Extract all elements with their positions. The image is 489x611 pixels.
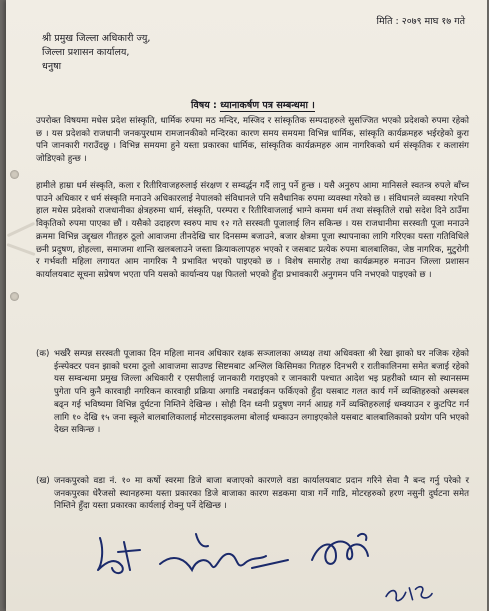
- punch-hole: [10, 170, 19, 179]
- list-item: [36, 348, 469, 437]
- subject-line: [191, 98, 315, 111]
- recipient-address: [42, 32, 150, 74]
- recipient-line: धनुषा: [42, 61, 62, 72]
- handwritten-mark: [383, 579, 435, 609]
- signature: [156, 530, 296, 584]
- document-page: [6, 0, 487, 611]
- list-item-marker: (क): [36, 349, 50, 359]
- list-item-text: जनकपुरको वडा नं. १० मा कर्षो स्वरमा डिजे बाजा बजाएको कारणले वडा कार्यालयबाट प्रदान गरिने सेवा नै बन्द गर्नु परेको र जनकपुरका धेरैजसो स्थानहरुमा यस्ता प्रकारका डिजे बाजाका कारण सडकमा यात्रा गर्ने गाडि, मोटरहरुको हरण नसुनी दुर्घटना समेत निम्तिने हुँदा यस्ता प्रकारका कार्यलाई रोक्नु पर्ने देखिन्छ ।: [54, 476, 469, 512]
- recipient-line: जिल्ला प्रशासन कार्यालय,: [42, 47, 130, 58]
- subject-label: विषय :: [191, 100, 217, 111]
- subject-text: ध्यानाकर्षण पत्र सम्बन्धमा ।: [220, 100, 315, 111]
- list-item: [36, 475, 469, 513]
- file-tag-string: [6, 243, 35, 256]
- body-paragraph: हामीले हाम्रा धर्म संस्कृति, कला र रितीरिवाजहरुलाई संरक्षण र सम्वर्द्धन गर्दै लानु पर्ने हुन्छ । यसै अनुरुप आमा मानिसले स्वतन्त्र रुपले बाँच्न पाउने अधिकार र धर्म संस्कृति मनाउने अधिकारलाई नेपालको संविधानले पनि सवैधानिक रुपमा व्यवस्था गरेको छ । संविधानले व्यवस्था गरेपनि हाल मधेस प्रदेशको राजधानीका क्षेत्रहरुमा धार्म, संस्कृति, परम्परा र रितीरिवाजलाई भाग्ने कममा धर्म तथा संस्कृतिले राम्रो सदेश दिने ठाउँमा विकृतिको रुपमा पाएका छौं । यसैको उदाहरण स्वरुप माघ १२ गते सरस्वती पूजालाई लिन सकिन्छ । यस राजधानीमा सरस्वती पूजा मनाउने क्रममा विभिन्न उद्दृखल गीतहरु ठूलो आवाजमा तीनदेखि चार दिनसम्म बजाउने, बजार क्षेत्रमा पूजा स्थापनाका लागि गरिएका यस्ता गतिविधिले छनी प्रदुषण, होहल्ला, समाजमा शान्ति खलबलाउने जस्ता क्रियाकलापहरु भएको र जसबाट प्रत्येक रुपमा बालबालिका, जेष्ठ नागरिक, मुटुरोगी र गर्भवती महिला लगायत आम नागरिक नै प्रभावित भएको पाइएको छ । विशेष समारोह तथा कार्यक्रमहरु मनाउन जिल्ला प्रशासन कार्यालयबाट सूचना सप्रेषण भएता पनि यसको कार्यान्वय पक्ष फितलो भएको हुँदा प्रभावकारी अनुगमन पनि नभएको पाइएको छ ।: [36, 181, 469, 280]
- punch-hole: [10, 292, 19, 301]
- signature: [306, 530, 386, 584]
- file-tag-string: [7, 222, 35, 237]
- list-item-text: भर्खरै सम्पन्न सरस्वती पूजाका दिन महिला मानव अधिकार रक्षक सञ्जालका अध्यक्ष तथा अधिवक्ता श्री रेखा झाको घर नजिक रहेको ईन्स्पेक्टर पवन झाको घरमा ठूलो आवाजमा साउण्ड सिष्टमबाट अश्लिल किसिमका गितहरु दिनभरी र रातीकालिनमा समेत बजाई रहेको यस सम्वन्धमा प्रमुख जिल्ला अधिकारी र एसपीलाई जानकारी गराइएको र जानकारी पश्चात आदेश भइ प्रहरीको ध्यान सो स्थानसम्म पुगेता पनि कुनै कारवाही नगरिकन कारवाही प्रक्रिया अगाडि नबढाईकन फर्किएको हुँदा यसबाट गलत कार्य गर्ने व्यक्तिहरुको अस्मबल बढ्न गई भविष्यमा विभिन्न दुर्घटना निम्तिने देखिन्छ । सोही दिन ध्वनी प्रदुषण नगर्न आग्रह गर्ने व्यक्तिहरुलाई धम्क्याउन र कुटपिट गर्न लागि १० देखि १५ जना स्कूले बालबालिकालाई मोटरसाइकलमा बोलाई धम्काउन लगाइएकोले यसबाट बालबालिकाको प्रयोग पनि भएको देख्न सकिन्छ ।: [54, 349, 469, 436]
- signature: [94, 530, 154, 584]
- body-paragraph: उपरोक्त विषयमा मधेस प्रदेश सांस्कृति, धार्मिक रुपमा मठ मन्दिर, मस्जिद र सांस्कृतिक सम्पदाहरुले सुसज्जित भएको प्रदेशको रुपमा रहेको छ । यस प्रदेशको राजधानी जनकपुरधाम रामजानकीको मन्दिरका कारण समय समयमा विभिन्न धार्मिक, सांस्कृति कार्यक्रमहरु भईरहेको कुरा पनि जानकारी गराउँदछु । विभिन्न समयमा हुने यस्ता प्रकारका धार्मिक, सांस्कृतिक कार्यक्रमहरु आम नागरिकको धर्म संस्कृतिक र कलासंग जोडिएको हुन्छ ।: [36, 116, 469, 165]
- list-item-marker: (ख): [36, 476, 50, 486]
- recipient-line: श्री प्रमुख जिल्ला अधिकारी ज्यु,: [42, 33, 151, 44]
- document-date: मिति : २०७९ माघ १७ गते: [376, 16, 465, 27]
